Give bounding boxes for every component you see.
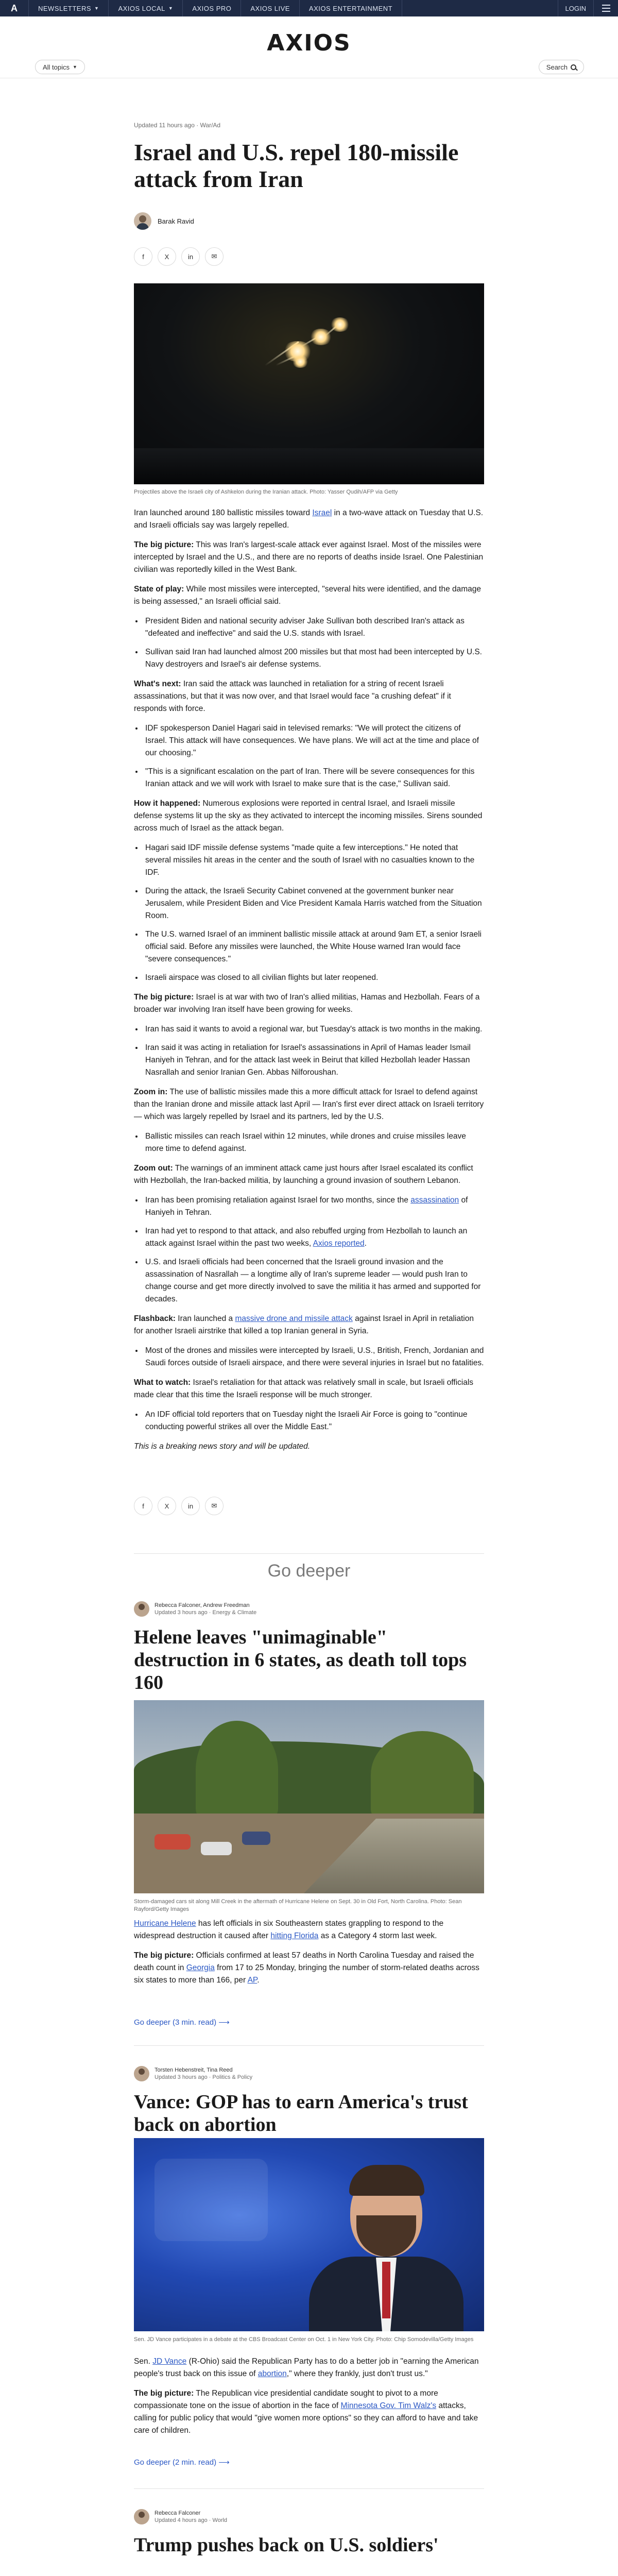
facebook-share-icon[interactable]: f — [134, 1497, 152, 1515]
story-body — [134, 1918, 484, 1994]
x-share-icon[interactable]: X — [158, 247, 176, 266]
story-lede: Sen. JD Vance (R-Ohio) said the Republican Party has to do a better job in "earning the American people's trust back on this issue of abortion," where they frankly, just don't trust us." — [134, 2357, 479, 2378]
chevron-down-icon: ▼ — [73, 64, 77, 70]
zoom-in-list — [143, 1130, 484, 1155]
search-button[interactable] — [539, 60, 584, 74]
email-share-icon[interactable]: ✉ — [205, 247, 224, 266]
top-nav-bar — [0, 0, 618, 16]
byline — [134, 212, 484, 230]
list-item: • Iran has been promising retaliation against Israel for two months, since the assassination of Haniyeh in Tehran. — [143, 1194, 484, 1219]
story-lede: Hurricane Helene has left officials in six Southeastern states grappling to respond to the widespread destruction it caused after hitting Florida as a Category 4 storm last week. — [134, 1919, 444, 1940]
hitting-florida-link[interactable]: hitting Florida — [270, 1931, 319, 1940]
story-meta: Updated 3 hours ago · Politics & Policy — [154, 2074, 253, 2080]
story-meta: Updated 4 hours ago · World — [154, 2517, 228, 2523]
whats-next-list — [143, 722, 484, 790]
big-picture-2-list — [143, 1023, 484, 1079]
list-item: • U.S. and Israeli officials had been concerned that the Israeli ground invasion and the assassination of Nasrallah — a longtime ally of Iran's supreme leader — would push Iran to change course and get more directly involved to save the militia it has armed and supported for decades. — [143, 1256, 484, 1306]
zoom-out-paragraph: Zoom out: The warnings of an imminent attack came just hours after Israel escalated its conflict with Hezbollah, the Iran-backed militia, by launching a ground invasion of southern Lebanon. — [134, 1164, 473, 1185]
state-of-play-paragraph: State of play: While most missiles were intercepted, "several hits were identified, and the damage is being assessed," an Israeli official said. — [134, 585, 482, 606]
state-of-play-list — [143, 615, 484, 671]
assassination-link[interactable]: assassination — [410, 1196, 459, 1205]
nav-axios-pro[interactable] — [183, 0, 241, 16]
nav-label: AXIOS LOCAL — [118, 4, 165, 12]
story-body — [134, 2355, 484, 2444]
all-topics-button[interactable] — [35, 60, 85, 74]
nav-label: AXIOS LIVE — [250, 4, 290, 12]
story-image — [134, 1700, 484, 1893]
story-byline — [134, 2066, 484, 2081]
drone-attack-link[interactable]: massive drone and missile attack — [235, 1314, 353, 1323]
facebook-share-icon[interactable]: f — [134, 247, 152, 266]
axios-logo-icon[interactable]: A — [0, 0, 29, 16]
search-icon — [571, 64, 576, 70]
ap-link[interactable]: AP — [247, 1976, 258, 1985]
story-paragraph: The big picture: Officials confirmed at least 57 deaths in North Carolina Tuesday and raised the death count in Georgia from 17 to 25 Monday, bringing the number of storm-related deaths across six states to more than 166, per AP. — [134, 1951, 479, 1985]
story-paragraph: The big picture: The Republican vice presidential candidate sought to pivot to a more compassionate tone on the issue of abortion in the face of Minnesota Gov. Tim Walz's attacks, calling for public policy that would "give women more options" so they can afford to have and take care of children. — [134, 2389, 478, 2435]
axios-reported-link[interactable]: Axios reported — [313, 1239, 365, 1248]
nav-label: AXIOS PRO — [192, 4, 232, 12]
list-item: • Iran had yet to respond to that attack, and also rebuffed urging from Hezbollah to launch an attack against Israel within the past two weeks, Axios reported. — [143, 1225, 484, 1250]
breaking-note: This is a breaking news story and will be updated. — [134, 1442, 311, 1451]
all-topics-label: All topics — [43, 63, 70, 71]
list-item: • Iran has said it wants to avoid a regional war, but Tuesday's attack is two months in the making. — [143, 1023, 484, 1036]
list-item: • Sullivan said Iran had launched almost 200 missiles but that most had been intercepted by U.S. Navy destroyers and Israel's air defense systems. — [143, 646, 484, 671]
hurricane-helene-link[interactable]: Hurricane Helene — [134, 1919, 196, 1928]
hero-image — [134, 283, 484, 484]
author-avatar[interactable] — [134, 1601, 149, 1617]
linkedin-share-icon[interactable]: in — [181, 247, 200, 266]
x-share-icon[interactable]: X — [158, 1497, 176, 1515]
nav-label: NEWSLETTERS — [38, 4, 92, 12]
zoom-out-list — [143, 1194, 484, 1306]
zoom-in-paragraph: Zoom in: The use of ballistic missiles made this a more difficult attack for Israel to defend against than the Iranian drone and missile attack last April — Iran's first ever direct attack on Israeli territory — which was largely repelled by Israel and its partners, led by the U.S. — [134, 1088, 484, 1121]
list-item: • "This is a significant escalation on the part of Iran. There will be severe consequences for this Iranian attack and we will work with Israel to make sure that is the case," Sullivan said. — [143, 766, 484, 790]
story-caption: Storm-damaged cars sit along Mill Creek in the aftermath of Hurricane Helene on Sept. 30 in Old Fort, North Carolina. Photo: Sean Rayford/Getty Images — [134, 1899, 462, 1912]
israel-link[interactable]: Israel — [312, 509, 332, 517]
flashback-list — [143, 1345, 484, 1369]
list-item: • IDF spokesperson Daniel Hagari said in televised remarks: "We will protect the citizens of Israel. This attack will have consequences. We have plans. We will act at the time and place of our choosing." — [143, 722, 484, 759]
story-title[interactable]: Vance: GOP has to earn America's trust back on abortion — [134, 2091, 468, 2136]
story-authors[interactable]: Rebecca Falconer, Andrew Freedman — [154, 1602, 250, 1608]
list-item: • Hagari said IDF missile defense systems "made quite a few interceptions." He noted that several missiles hit areas in the center and the south of Israel with no casualties known to the IDF. — [143, 842, 484, 879]
whats-next-paragraph: What's next: Iran said the attack was launched in retaliation for a string of recent Israeli assassinations, but that it was now over, and that Israel would face "a crushing defeat" if it responds with force. — [134, 680, 451, 713]
go-deeper-heading: Go deeper — [267, 1561, 351, 1581]
author-name[interactable]: Barak Ravid — [158, 217, 194, 225]
article-headline: Israel and U.S. repel 180-missile attack from Iran — [134, 139, 459, 192]
article-body — [134, 507, 484, 1460]
list-item: • The U.S. warned Israel of an imminent ballistic missile attack at around 9am ET, a senior Israeli official said. Before any missiles were launched, the White House warned Iran would face "severe consequences." — [143, 928, 484, 965]
go-deeper-read-link[interactable]: Go deeper (2 min. read) ⟶ — [134, 2458, 230, 2467]
menu-icon[interactable] — [593, 0, 618, 16]
nav-axios-live[interactable] — [241, 0, 300, 16]
story-meta: Updated 3 hours ago · Energy & Climate — [154, 1609, 257, 1616]
how-it-happened-list — [143, 842, 484, 984]
abortion-link[interactable]: abortion — [258, 2369, 287, 2378]
tim-walz-link[interactable]: Minnesota Gov. Tim Walz's — [340, 2401, 437, 2410]
list-item: • President Biden and national security adviser Jake Sullivan both described Iran's attack as "defeated and ineffective" and said the U.S. stands with Israel. — [143, 615, 484, 640]
linkedin-share-icon[interactable]: in — [181, 1497, 200, 1515]
story-authors[interactable]: Torsten Hebenstreit, Tina Reed — [154, 2067, 233, 2073]
author-avatar[interactable] — [134, 2066, 149, 2081]
story-caption: Sen. JD Vance participates in a debate at the CBS Broadcast Center on Oct. 1 in New York City. Photo: Chip Somodevilla/Getty Images — [134, 2336, 474, 2343]
story-image — [134, 2138, 484, 2331]
list-item: • During the attack, the Israeli Security Cabinet convened at the government bunker near Jerusalem, while President Biden and Vice President Kamala Harris watched from the Situation Room. — [143, 885, 484, 922]
share-buttons-bottom — [134, 1497, 484, 1515]
go-deeper-read-link[interactable]: Go deeper (3 min. read) ⟶ — [134, 2018, 230, 2027]
hero-caption: Projectiles above the Israeli city of Ashkelon during the Iranian attack. Photo: Yasser Qudih/AFP via Getty — [134, 489, 398, 495]
axios-wordmark[interactable]: AXIOS — [267, 30, 351, 56]
chevron-down-icon: ▼ — [94, 6, 99, 11]
share-buttons — [134, 247, 484, 266]
jd-vance-link[interactable]: JD Vance — [152, 2357, 187, 2366]
story-authors[interactable]: Rebecca Falconer — [154, 2510, 201, 2516]
nav-label: AXIOS ENTERTAINMENT — [308, 4, 393, 12]
email-share-icon[interactable]: ✉ — [205, 1497, 224, 1515]
author-avatar[interactable] — [134, 2509, 149, 2524]
story-title[interactable]: Helene leaves "unimaginable" destruction in 6 states, as death toll tops 160 — [134, 1626, 467, 1693]
search-label: Search — [546, 63, 568, 71]
chevron-down-icon: ▼ — [168, 6, 174, 11]
story-title[interactable]: Trump pushes back on U.S. soldiers' — [134, 2534, 439, 2556]
list-item: • Israeli airspace was closed to all civilian flights but later reopened. — [143, 972, 484, 984]
list-item: • An IDF official told reporters that on Tuesday night the Israeli Air Force is going to "continue conducting powerful strikes all over the Middle East." — [143, 1409, 484, 1433]
big-picture-2-paragraph: The big picture: Israel is at war with two of Iran's allied militias, Hamas and Hezbollah. Fears of a broader war involving Iran itself have been growing for weeks. — [134, 993, 480, 1014]
list-item: • Most of the drones and missiles were intercepted by Israeli, U.S., British, French, Jordanian and Saudi forces outside of Israeli airspace, and there were several injuries in Israel but no fatalities. — [143, 1345, 484, 1369]
story-divider — [134, 2488, 484, 2489]
georgia-link[interactable]: Georgia — [186, 1963, 215, 1972]
how-it-happened-paragraph: How it happened: Numerous explosions were reported in central Israel, and Israeli missile defense systems lit up the sky as they activated to intercept the incoming missiles. Sirens sounded across much of Israel as the attack began. — [134, 799, 483, 833]
story-byline — [134, 1601, 484, 1617]
story-divider — [134, 2045, 484, 2046]
login-link[interactable]: LOGIN — [558, 0, 593, 16]
nav-axios-entertainment[interactable] — [300, 0, 402, 16]
nav-axios-local[interactable] — [109, 0, 183, 16]
what-to-watch-list — [143, 1409, 484, 1433]
author-avatar[interactable] — [134, 212, 151, 230]
site-header — [0, 16, 618, 78]
big-picture-paragraph: The big picture: This was Iran's largest-scale attack ever against Israel. Most of the missiles were intercepted by Israel and the U.S., and there are no reports of deaths inside Israel. One Palestinian civilian was reportedly killed in the West Bank. — [134, 540, 484, 574]
updated-timestamp: Updated 11 hours ago · War/Ad — [134, 122, 221, 129]
list-item: • Ballistic missiles can reach Israel within 12 minutes, while drones and cruise missiles leave more time to defend against. — [143, 1130, 484, 1155]
story-byline — [134, 2509, 484, 2524]
nav-newsletters[interactable] — [29, 0, 109, 16]
what-to-watch-paragraph: What to watch: Israel's retaliation for that attack was relatively small in scale, but Israeli officials made clear that this time the Israeli response will be much stronger. — [134, 1378, 474, 1399]
lede-paragraph: Iran launched around 180 ballistic missiles toward Israel in a two-wave attack on Tuesday that U.S. and Israeli officials say was largely repelled. — [134, 509, 484, 530]
section-divider — [134, 1553, 484, 1554]
flashback-paragraph: Flashback: Iran launched a massive drone and missile attack against Israel in April in retaliation for another Israeli airstrike that killed a top Iranian general in Syria. — [134, 1314, 474, 1335]
list-item: • Iran said it was acting in retaliation for Israel's assassinations in April of Hamas leader Ismail Haniyeh in Tehran, and for the attack last week in Beirut that killed Hezbollah leader Hassan Nasrallah and senior Iranian Gen. Abbas Nilforoushan. — [143, 1042, 484, 1079]
